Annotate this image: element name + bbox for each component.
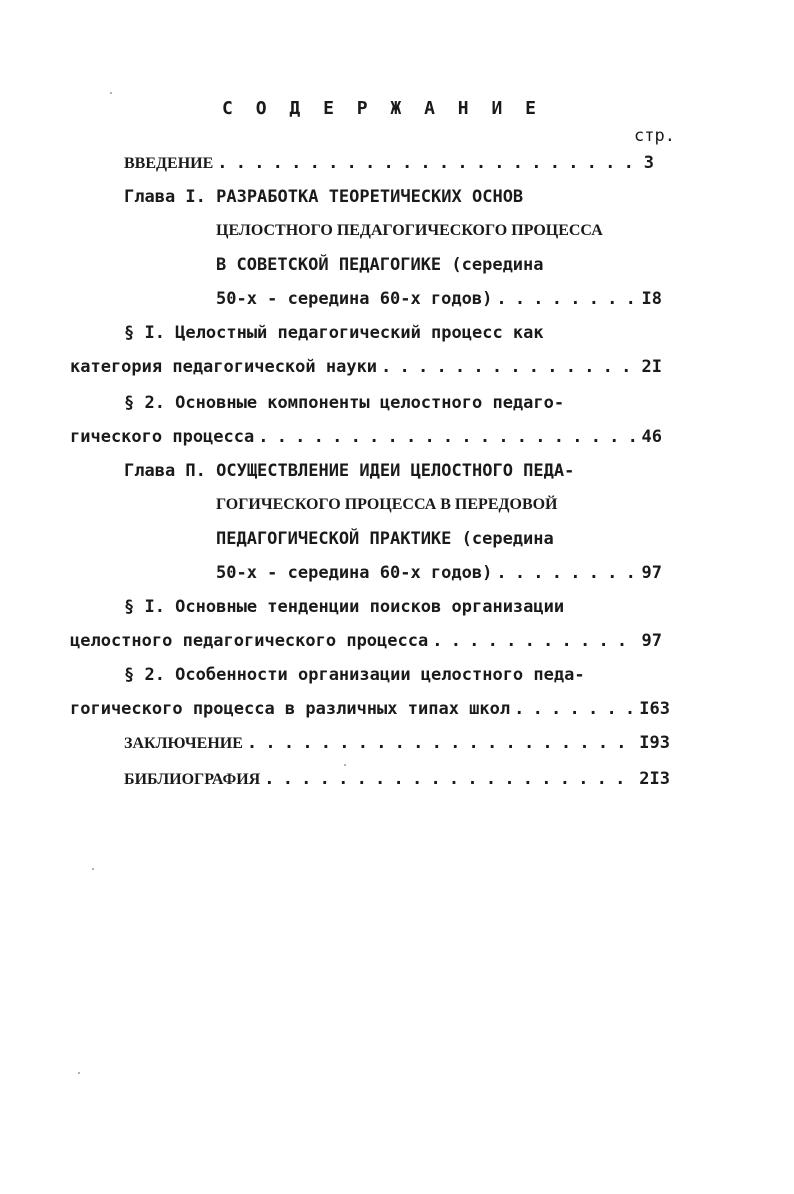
scan-speck bbox=[344, 764, 346, 766]
dot-leader bbox=[496, 288, 637, 310]
toc-chapter-2-last bbox=[216, 562, 662, 584]
toc-entry-introduction bbox=[124, 152, 654, 174]
toc-entry-title: гогического процесса в различных типах школ bbox=[70, 699, 511, 719]
dot-leader bbox=[432, 630, 637, 652]
toc-section-1-1-last bbox=[70, 356, 662, 378]
dot-leader bbox=[514, 698, 635, 720]
scan-speck bbox=[92, 868, 94, 870]
toc-chapter-1-line-3: В СОВЕТСКОЙ ПЕДАГОГИКЕ (середина bbox=[216, 255, 544, 275]
toc-page-number: 97 bbox=[641, 563, 662, 583]
dot-leader bbox=[217, 152, 639, 174]
toc-entry-conclusion bbox=[124, 732, 670, 754]
toc-section-1-2-line-1: § 2. Основные компоненты целостного педаго- bbox=[124, 393, 565, 413]
toc-entry-bibliography bbox=[124, 768, 670, 790]
scan-speck bbox=[110, 92, 112, 94]
toc-chapter-1-line-1: Глава I. РАЗРАБОТКА ТЕОРЕТИЧЕСКИХ ОСНОВ bbox=[124, 187, 524, 207]
toc-section-2-1-line-1: § I. Основные тенденции поисков организации bbox=[124, 597, 565, 617]
page-title: С О Д Е Р Ж А Н И Е bbox=[222, 98, 542, 119]
toc-entry-title: 50-х - середина 60-х годов) bbox=[216, 289, 493, 309]
toc-chapter-1-last bbox=[216, 288, 662, 310]
toc-page-number: I93 bbox=[639, 733, 670, 753]
toc-entry-title: 50-х - середина 60-х годов) bbox=[216, 563, 493, 583]
toc-page-number: I8 bbox=[641, 289, 662, 309]
toc-entry-title: ЗАКЛЮЧЕНИЕ bbox=[124, 735, 243, 752]
toc-chapter-2-line-1: Глава П. ОСУЩЕСТВЛЕНИЕ ИДЕИ ЦЕЛОСТНОГО ПЕДА- bbox=[124, 461, 575, 481]
toc-section-2-2-last bbox=[70, 698, 670, 720]
toc-section-2-2-line-1: § 2. Особенности организации целостного педа- bbox=[124, 665, 585, 685]
toc-entry-title: гического процесса bbox=[70, 427, 255, 447]
toc-chapter-1-line-2: ЦЕЛОСТНОГО ПЕДАГОГИЧЕСКОГО ПРОЦЕССА bbox=[216, 222, 603, 239]
dot-leader bbox=[381, 356, 637, 378]
toc-entry-title: целостного педагогического процесса bbox=[70, 631, 429, 651]
page-column-label: стр. bbox=[634, 126, 675, 146]
toc-page-number: 97 bbox=[641, 631, 662, 651]
toc-section-1-1-line-1: § I. Целостный педагогический процесс как bbox=[124, 323, 544, 343]
toc-page-number: 2I bbox=[641, 357, 662, 377]
toc-chapter-2-line-2: ГОГИЧЕСКОГО ПРОЦЕССА В ПЕРЕДОВОЙ bbox=[216, 496, 558, 513]
dot-leader bbox=[258, 426, 637, 448]
toc-page-number: I63 bbox=[639, 699, 670, 719]
toc-page-number: 2I3 bbox=[639, 769, 670, 789]
toc-chapter-2-line-3: ПЕДАГОГИЧЕСКОЙ ПРАКТИКЕ (середина bbox=[216, 529, 554, 549]
toc-entry-title: БИБЛИОГРАФИЯ bbox=[124, 771, 261, 788]
toc-entry-title: категория педагогической науки bbox=[70, 357, 378, 377]
toc-entry-title: ВВЕДЕНИЕ bbox=[124, 155, 214, 172]
toc-section-2-1-last bbox=[70, 630, 662, 652]
toc-section-1-2-last bbox=[70, 426, 662, 448]
dot-leader bbox=[247, 732, 635, 754]
toc-page-number: 3 bbox=[643, 153, 654, 173]
dot-leader bbox=[264, 768, 635, 790]
scan-speck bbox=[78, 1072, 80, 1074]
dot-leader bbox=[496, 562, 637, 584]
toc-page-number: 46 bbox=[641, 427, 662, 447]
